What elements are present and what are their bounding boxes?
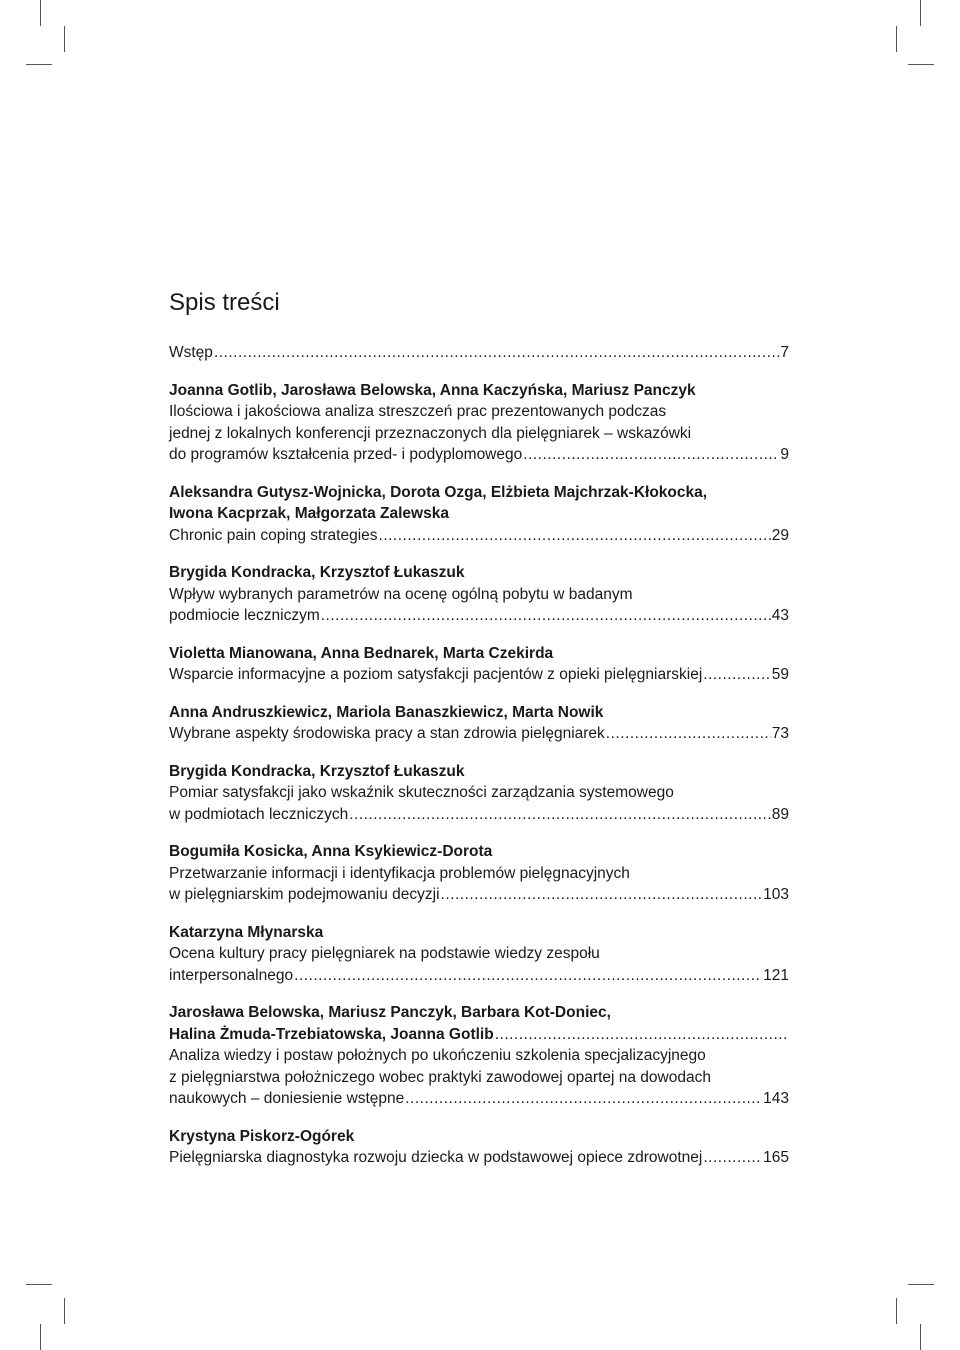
toc-line bbox=[169, 605, 789, 627]
entry-title: podmiocie leczniczym bbox=[169, 607, 320, 624]
entry-authors: Jarosława Belowska, Mariusz Panczyk, Barbara Kot-Doniec, bbox=[169, 1004, 611, 1021]
entry-title: Ocena kultury pracy pielęgniarek na podstawie wiedzy zespołu bbox=[169, 945, 600, 962]
toc-entry[interactable] bbox=[169, 1126, 789, 1169]
toc-entry[interactable] bbox=[169, 1002, 789, 1110]
entry-title: Wpływ wybranych parametrów na ocenę ogólną pobytu w badanym bbox=[169, 585, 633, 603]
toc-entry[interactable] bbox=[169, 380, 789, 466]
leader-dots bbox=[606, 723, 771, 745]
entry-authors bbox=[169, 1024, 789, 1046]
entry-authors: Violetta Mianowana, Anna Bednarek, Marta Czekirda bbox=[169, 644, 554, 662]
crop-mark bbox=[908, 64, 934, 65]
entry-title: naukowych – doniesienie wstępne bbox=[169, 1090, 405, 1107]
entry-authors: Krystyna Piskorz-Ogórek bbox=[169, 1127, 355, 1145]
entry-title: jednej z lokalnych konferencji przeznaczonych dla pielęgniarek – wskazówki bbox=[169, 424, 692, 442]
leader-dots bbox=[495, 1024, 788, 1046]
page-number: 9 bbox=[780, 446, 789, 463]
toc-entry[interactable] bbox=[169, 562, 789, 627]
entry-title: Wybrane aspekty środowiska pracy a stan zdrowia pielęgniarek bbox=[169, 725, 605, 742]
page-number: 59 bbox=[771, 666, 789, 683]
entry-title: Wstęp bbox=[169, 344, 213, 361]
leader-dots bbox=[294, 965, 762, 987]
toc-entry[interactable] bbox=[169, 761, 789, 826]
entry-title: Wsparcie informacyjne a poziom satysfakcji pacjentów z opieki pielęgniarskiej bbox=[169, 666, 703, 683]
toc-entries bbox=[169, 380, 789, 1169]
crop-mark bbox=[920, 1324, 921, 1350]
entry-title: Chronic pain coping strategies bbox=[169, 526, 378, 544]
crop-mark bbox=[920, 0, 921, 26]
entry-title: w pielęgniarskim podejmowaniu decyzji bbox=[169, 886, 440, 903]
entry-title: Przetwarzanie informacji i identyfikacja problemów pielęgnacyjnych bbox=[169, 864, 630, 882]
leader-dots bbox=[349, 804, 771, 826]
toc-line bbox=[169, 804, 789, 826]
entry-title: Analiza wiedzy i postaw położnych po ukończeniu szkolenia specjalizacyjnego bbox=[169, 1047, 706, 1064]
entry-authors: Bogumiła Kosicka, Anna Ksykiewicz-Dorota bbox=[169, 843, 493, 860]
entry-authors: Iwona Kacprzak, Małgorzata Zalewska bbox=[169, 505, 449, 522]
entry-title: do programów kształcenia przed- i podyplomowego bbox=[169, 446, 523, 463]
toc-entry[interactable] bbox=[169, 482, 789, 547]
entry-title: Ilościowa i jakościowa analiza streszczeń prac prezentowanych podczas bbox=[169, 403, 667, 420]
toc-line bbox=[169, 1147, 789, 1169]
crop-mark bbox=[908, 1284, 934, 1285]
leader-dots bbox=[703, 1147, 762, 1169]
entry-authors: Anna Andruszkiewicz, Mariola Banaszkiewicz, Marta Nowik bbox=[169, 703, 604, 721]
page-number: 73 bbox=[771, 725, 789, 742]
toc-entry[interactable] bbox=[169, 702, 789, 745]
leader-dots bbox=[214, 342, 779, 364]
toc-line bbox=[169, 1088, 789, 1110]
toc-entry[interactable] bbox=[169, 841, 789, 906]
leader-dots bbox=[379, 525, 771, 547]
crop-mark bbox=[896, 1298, 897, 1324]
crop-mark bbox=[26, 64, 52, 65]
crop-mark bbox=[40, 1324, 41, 1350]
authors-text: Halina Żmuda-Trzebiatowska, Joanna Gotlib bbox=[169, 1025, 494, 1043]
entry-authors: Aleksandra Gutysz-Wojnicka, Dorota Ozga, Elżbieta Majchrzak-Kłokocka, bbox=[169, 483, 708, 501]
entry-title: Pielęgniarska diagnostyka rozwoju dziecka w podstawowej opiece zdrowotnej bbox=[169, 1149, 703, 1166]
toc-entry-intro[interactable] bbox=[169, 342, 789, 364]
table-of-contents bbox=[169, 288, 789, 1185]
toc-entry[interactable] bbox=[169, 922, 789, 987]
leader-dots bbox=[405, 1088, 762, 1110]
page-number: 89 bbox=[771, 805, 789, 823]
entry-authors: Joanna Gotlib, Jarosława Belowska, Anna Kaczyńska, Mariusz Panczyk bbox=[169, 381, 696, 399]
crop-mark bbox=[64, 1298, 65, 1324]
page-number: 103 bbox=[763, 886, 789, 903]
toc-entry[interactable] bbox=[169, 643, 789, 686]
page-number: 165 bbox=[763, 1149, 789, 1166]
page-number: 121 bbox=[763, 966, 789, 984]
entry-title: w podmiotach leczniczych bbox=[169, 805, 349, 823]
leader-dots bbox=[321, 605, 771, 627]
toc-line bbox=[169, 342, 789, 364]
leader-dots bbox=[523, 444, 779, 466]
leader-dots bbox=[703, 664, 770, 686]
leader-dots bbox=[441, 884, 763, 906]
toc-line bbox=[169, 965, 789, 987]
toc-line bbox=[169, 884, 789, 906]
page-number: 143 bbox=[763, 1090, 789, 1107]
page-number: 43 bbox=[771, 607, 789, 624]
toc-line bbox=[169, 444, 789, 466]
entry-title: z pielęgniarstwa położniczego wobec praktyki zawodowej opartej na dowodach bbox=[169, 1068, 711, 1086]
entry-authors: Katarzyna Młynarska bbox=[169, 923, 324, 941]
page-number: 7 bbox=[780, 344, 789, 361]
entry-authors: Brygida Kondracka, Krzysztof Łukaszuk bbox=[169, 762, 465, 780]
toc-line bbox=[169, 525, 789, 547]
crop-mark bbox=[896, 26, 897, 52]
entry-title: Pomiar satysfakcji jako wskaźnik skuteczności zarządzania systemowego bbox=[169, 784, 674, 801]
entry-title: interpersonalnego bbox=[169, 966, 294, 984]
toc-line bbox=[169, 723, 789, 745]
page-number: 29 bbox=[771, 526, 789, 544]
entry-authors: Brygida Kondracka, Krzysztof Łukaszuk bbox=[169, 564, 465, 581]
crop-mark bbox=[26, 1284, 52, 1285]
crop-mark bbox=[64, 26, 65, 52]
page-title: Spis treści bbox=[169, 289, 280, 316]
toc-line bbox=[169, 664, 789, 686]
crop-mark bbox=[40, 0, 41, 26]
